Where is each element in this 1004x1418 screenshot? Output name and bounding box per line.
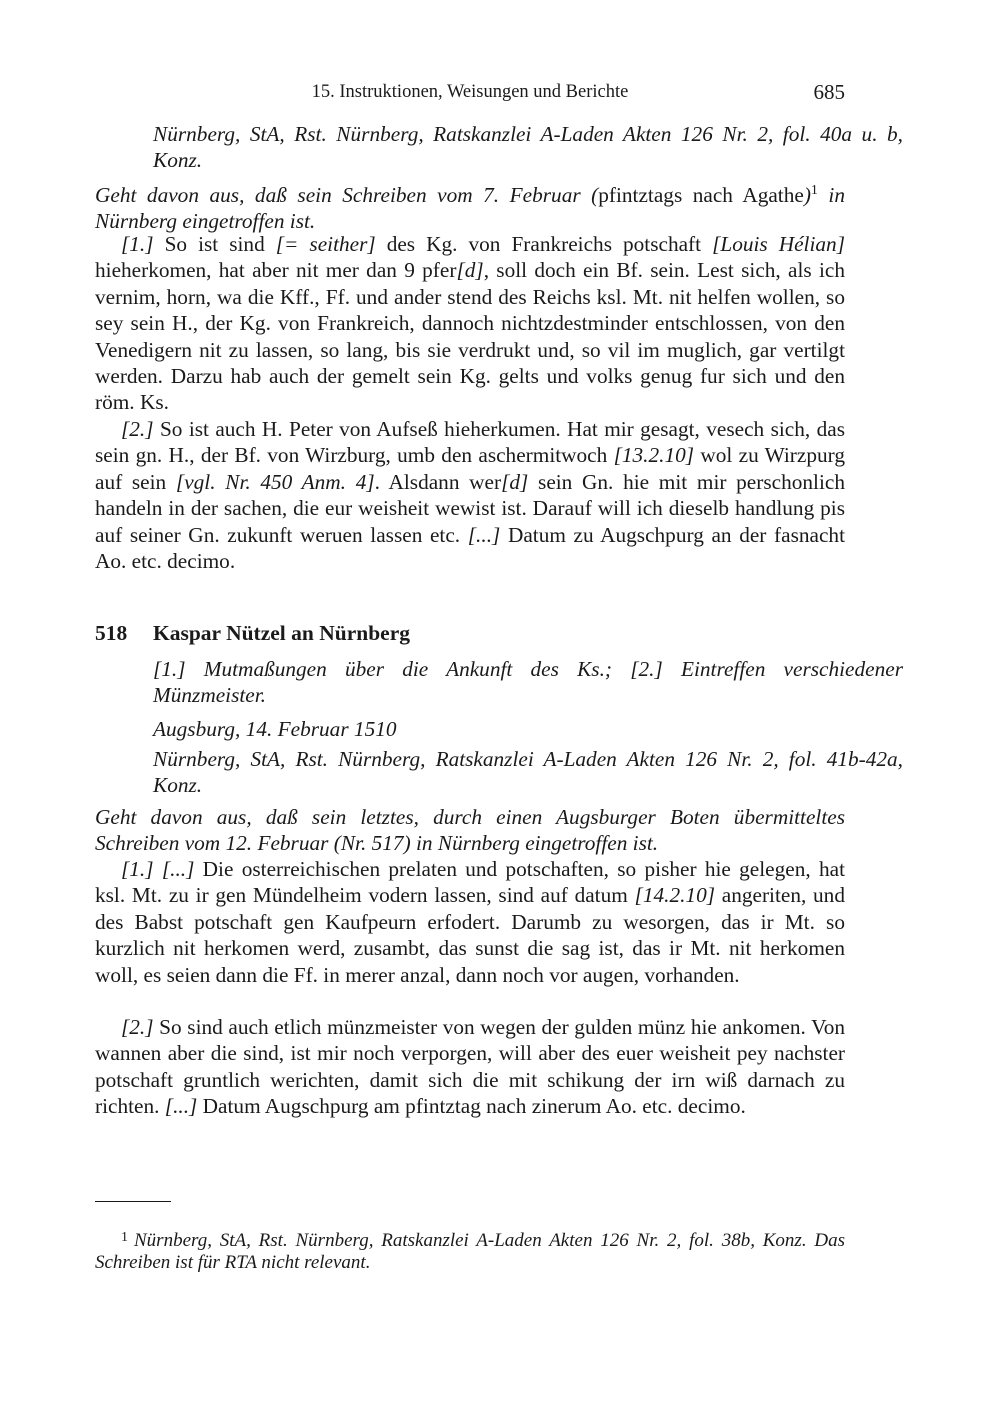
intro-note-518: Geht davon aus, daß sein letztes, durch einen Augsburger Boten übermitteltes Schreiben vom 12. Februar (Nr. 517) in Nürnberg eingetroffen ist. <box>95 805 845 856</box>
source-reference-518: Nürnberg, StA, Rst. Nürnberg, Ratskanzlei A-Laden Akten 126 Nr. 2, fol. 41b-42a, Konz. <box>153 747 903 798</box>
intro-text-part-a: Geht davon aus, daß sein Schreiben vom 7. Februar ( <box>95 183 599 207</box>
paragraph-518-2 <box>95 1014 845 1120</box>
intro-note-517 <box>95 178 845 235</box>
body-text: So ist auch H. Peter von Aufseß hieherkumen. Hat mir gesagt, vesech sich, das sein gn. H., der Bf. von Wirzburg, umb den aschermitwoch <box>95 417 845 468</box>
date-line-518: Augsburg, 14. Februar 1510 <box>153 717 397 741</box>
document-number: 518 <box>95 621 128 645</box>
editorial-note: [...] <box>467 522 501 547</box>
body-text: So sind auch etlich münzmeister von wegen der gulden münz hie ankomen. Von wannen aber die sind, ist mir noch verporgen, will aber des euer weisheit pey nachster potschaft gruntlich werichten, damit sich die mit schikung der irn wiß darnach zu richten. <box>95 1015 845 1119</box>
page-number: 685 <box>813 80 845 104</box>
editorial-note: [...] <box>164 1094 198 1119</box>
body-text: . Alsdann wer <box>374 469 502 494</box>
section-marker: [2.] <box>121 1015 154 1039</box>
document-title: Kaspar Nützel an Nürnberg <box>153 621 411 645</box>
editorial-note: [d] <box>456 258 484 283</box>
body-text: Die osterreichischen prelaten und potschaften, so pisher hie gelegen, hat ksl. Mt. zu ir gen Mündelheim vodern lassen, sind auf datum <box>95 857 846 908</box>
document-heading-518 <box>95 620 845 646</box>
editorial-note: [13.2.10] <box>613 443 695 468</box>
footnote-mark: 1 <box>121 1230 128 1245</box>
editorial-note: [Louis Hélian] <box>712 232 845 256</box>
footnote-separator <box>95 1201 171 1202</box>
intro-text-part-c: ) <box>803 183 811 207</box>
editorial-note: [14.2.10] <box>634 883 716 908</box>
paragraph-518-1 <box>95 856 845 988</box>
body-text: angeriten, und des Babst potschaft gen Kaufpeurn erfodert. Darumb zu wesorgen, das ir Mt. so kurzlich nit herkomen werd, zusambt, das sunst die sag ist, das ir Mt. nit herkomen woll, es seien dann die Ff. in merer anzal, dann noch vor augen, vorhanden. <box>95 883 845 987</box>
body-text: wol zu Wirzpurg auf sein <box>95 443 845 494</box>
section-marker: [2.] <box>121 417 154 441</box>
editorial-note: [= seither] <box>275 232 376 256</box>
running-header <box>95 80 845 108</box>
intro-text-part-d: in Nürnberg eingetroffen ist. <box>95 183 845 234</box>
intro-quoted-date: pfintztags nach Agathe <box>598 183 804 207</box>
running-title: 15. Instruktionen, Weisungen und Berichte <box>311 82 629 102</box>
body-text: sein Gn. hie mit mir perschonlich handeln in der sachen, die eur weisheit wewist ist. Darauf will ich dieselb handlung pis auf seiner Gn. zukunft weruen lassen etc. <box>95 469 845 547</box>
body-text: So ist sind <box>153 232 276 256</box>
footnote-1 <box>95 1227 845 1274</box>
paragraph-517-1 <box>95 231 845 416</box>
paragraph-517-2 <box>95 416 845 574</box>
body-text: Datum zu Augschpurg an der fasnacht Ao. etc. decimo. <box>95 522 845 574</box>
section-marker: [1.] <box>121 232 154 256</box>
body-text: , soll doch ein Bf. sein. Lest sich, als ich vernim, horn, wa die Kff., Ff. und ander stend des Reichs ksl. Mt. nit helfen wollen, so sey sein H., der Kg. von Frankreich, dannoch nichtzdestminder entschlossen, von den Venedigern nit zu lassen, so lang, bis sie verdrukt und, so vil im muglich, gar vertilgt werden. Darzu hab auch der gemelt sein Kg. gelts und volks genug fur sich und den röm. Ks. <box>95 258 845 415</box>
summary-518: [1.] Mutmaßungen über die Ankunft des Ks.; [2.] Eintreffen verschiedener Münzmeister. <box>153 657 903 708</box>
footnote-reference: 1 <box>810 183 818 198</box>
body-text: hieherkomen, hat aber nit mer dan 9 pfer <box>95 258 457 283</box>
source-reference-517: Nürnberg, StA, Rst. Nürnberg, Ratskanzlei A-Laden Akten 126 Nr. 2, fol. 40a u. b, Konz. <box>153 122 903 173</box>
footnote-text: Nürnberg, StA, Rst. Nürnberg, Ratskanzlei A-Laden Akten 126 Nr. 2, fol. 38b, Konz. Das Schreiben ist für RTA nicht relevant. <box>95 1230 845 1273</box>
editorial-note: [vgl. Nr. 450 Anm. 4] <box>175 469 375 494</box>
editorial-note: [d] <box>501 469 529 494</box>
body-text: Datum Augschpurg am pfintztag nach zinerum Ao. etc. decimo. <box>197 1094 746 1119</box>
body-text: des Kg. von Frankreichs potschaft <box>375 232 713 256</box>
section-marker: [1.] [...] <box>121 857 195 881</box>
